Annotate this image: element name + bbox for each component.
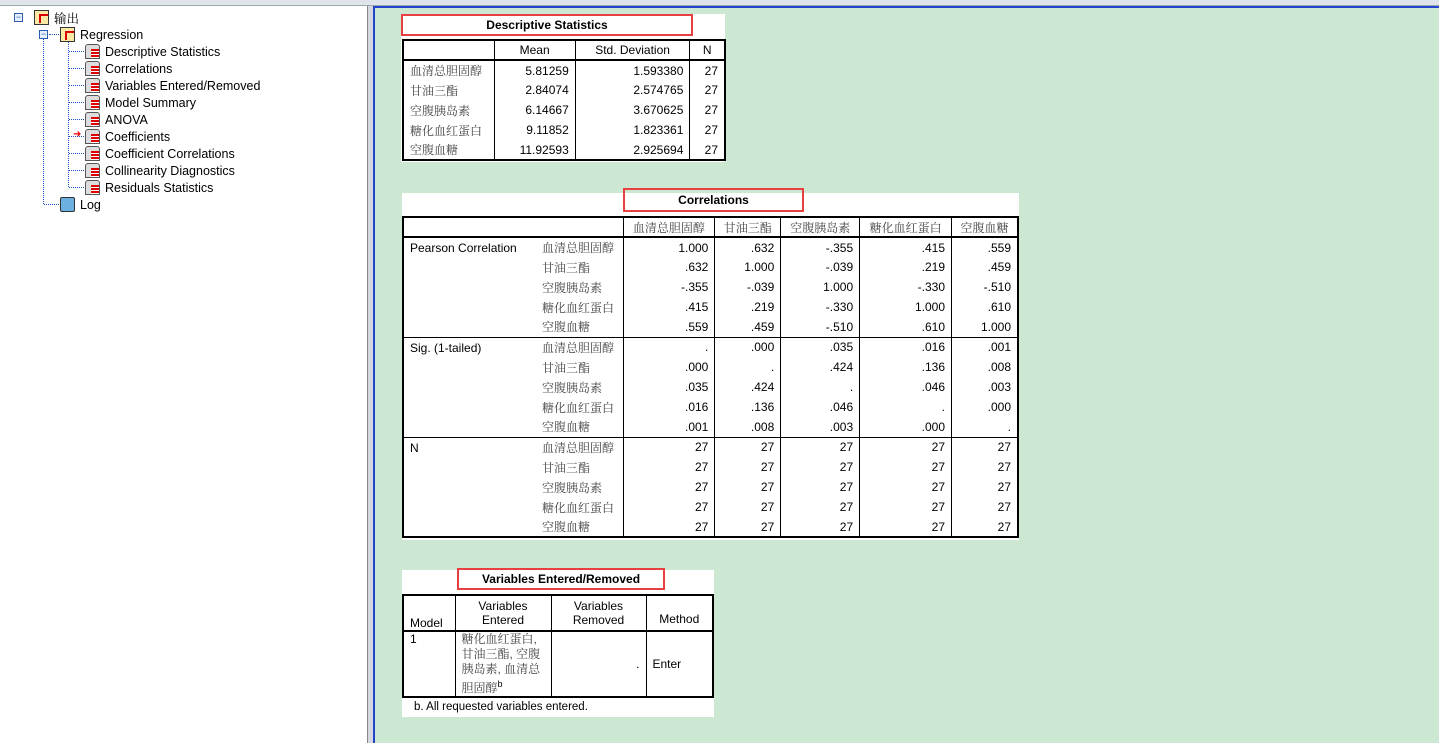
table-row — [403, 80, 725, 100]
cell: 27 — [690, 60, 725, 80]
tree-item-label: Residuals Statistics — [105, 180, 214, 195]
cell: 27 — [781, 477, 860, 497]
tree-item[interactable] — [85, 145, 235, 162]
cell: 2.925694 — [575, 140, 690, 160]
cell: .035 — [623, 377, 715, 397]
table-row — [403, 60, 725, 80]
pivot-table-icon — [85, 180, 100, 195]
cell: .046 — [781, 397, 860, 417]
tree-item-label: Model Summary — [105, 95, 196, 110]
row-label: 空腹血糖 — [542, 320, 591, 335]
row-label: 甘油三酯 — [542, 260, 591, 275]
cell: -.330 — [860, 277, 952, 297]
cell: .459 — [952, 257, 1019, 277]
pivot-table-icon — [85, 44, 100, 59]
row-label: 空腹血糖 — [542, 520, 591, 534]
cell: 糖化血红蛋白 — [410, 123, 483, 138]
cell: .000 — [952, 397, 1019, 417]
cell: . — [860, 397, 952, 417]
cell: 1.593380 — [575, 60, 690, 80]
cell: 27 — [952, 497, 1019, 517]
col-header: 血清总胆固醇 — [623, 217, 715, 237]
variables-entered-table[interactable] — [402, 594, 714, 698]
method-cell: Enter — [646, 631, 713, 697]
cell: .415 — [623, 297, 715, 317]
tree-item[interactable] — [85, 128, 170, 145]
cell: -.330 — [781, 297, 860, 317]
table-row — [403, 140, 725, 160]
tree-item[interactable] — [85, 94, 196, 111]
tree-item[interactable] — [85, 43, 220, 60]
cell: .219 — [715, 297, 781, 317]
cell: 27 — [715, 517, 781, 537]
col-header: Std. Deviation — [575, 40, 690, 60]
table-row — [403, 100, 725, 120]
cell: .003 — [952, 377, 1019, 397]
cell: 27 — [781, 457, 860, 477]
cell: 27 — [860, 497, 952, 517]
table-row — [403, 437, 1018, 457]
row-label: 甘油三酯 — [542, 360, 591, 375]
cell: 血清总胆固醇 — [410, 64, 483, 78]
group-label: Sig. (1-tailed) — [403, 337, 536, 437]
row-label: 糖化血红蛋白 — [542, 500, 615, 515]
output-icon — [34, 10, 49, 25]
cell: 空腹胰岛素 — [410, 103, 471, 118]
col-header: 糖化血红蛋白 — [860, 217, 952, 237]
cell: .008 — [952, 357, 1019, 377]
cell: 27 — [690, 80, 725, 100]
cell: .632 — [715, 237, 781, 257]
correlations-table[interactable] — [402, 216, 1019, 538]
cell: -.039 — [781, 257, 860, 277]
pivot-table-icon — [85, 146, 100, 161]
cell: .559 — [952, 237, 1019, 257]
tree-root[interactable] — [34, 9, 79, 26]
correlations-title[interactable]: Correlations — [623, 188, 804, 212]
cell: .424 — [715, 377, 781, 397]
cell: .219 — [860, 257, 952, 277]
cell: .415 — [860, 237, 952, 257]
cell: 1.000 — [952, 317, 1019, 337]
cell: -.039 — [715, 277, 781, 297]
col-header: 空腹胰岛素 — [781, 217, 860, 237]
row-label: 空腹胰岛素 — [542, 280, 603, 295]
cell: -.355 — [623, 277, 715, 297]
cell: 27 — [715, 457, 781, 477]
cell: . — [952, 417, 1019, 437]
row-label: 空腹血糖 — [542, 420, 591, 435]
cell: 27 — [781, 517, 860, 537]
cell: 27 — [952, 457, 1019, 477]
cell: 27 — [781, 497, 860, 517]
cell: .008 — [715, 417, 781, 437]
cell: 27 — [860, 517, 952, 537]
collapse-root-button[interactable]: − — [15, 12, 22, 22]
tree-regression-label: Regression — [80, 27, 144, 42]
cell: 27 — [690, 120, 725, 140]
tree-item-label: Coefficient Correlations — [105, 146, 235, 161]
cell: 9.11852 — [494, 120, 575, 140]
cell: -.510 — [952, 277, 1019, 297]
cell: .016 — [623, 397, 715, 417]
table-row — [403, 337, 1018, 357]
descriptive-statistics-table[interactable] — [402, 39, 726, 161]
cell: .632 — [623, 257, 715, 277]
cell: . — [623, 337, 715, 357]
cell: 27 — [860, 437, 952, 457]
current-arrow-icon: ➜ — [73, 129, 82, 140]
cell: .424 — [781, 357, 860, 377]
descriptive-title[interactable]: Descriptive Statistics — [401, 14, 693, 36]
col-header: Mean — [494, 40, 575, 60]
cell: 1.000 — [623, 237, 715, 257]
cell: .046 — [860, 377, 952, 397]
cell: .035 — [781, 337, 860, 357]
cell: .610 — [860, 317, 952, 337]
tree-item-label: Variables Entered/Removed — [105, 78, 261, 93]
cell: 27 — [623, 477, 715, 497]
tree-item-label: Correlations — [105, 61, 173, 76]
cell: .559 — [623, 317, 715, 337]
row-label: 空腹胰岛素 — [542, 380, 603, 395]
cell: 1.000 — [715, 257, 781, 277]
row-label: 血清总胆固醇 — [536, 437, 623, 457]
footnote: b. All requested variables entered. — [414, 701, 588, 713]
tree-item-label: Collinearity Diagnostics — [105, 163, 235, 178]
pivot-table-icon — [85, 129, 100, 144]
cell: 2.574765 — [575, 80, 690, 100]
cell: .136 — [715, 397, 781, 417]
log-icon — [60, 197, 75, 212]
group-label: N — [403, 437, 536, 537]
cell: -.510 — [781, 317, 860, 337]
outline-pane — [0, 6, 368, 743]
col-header: Variables Removed — [551, 595, 646, 631]
tree-log-label: Log — [80, 197, 101, 212]
cell: 1.000 — [781, 277, 860, 297]
tree-item[interactable] — [85, 162, 235, 179]
variables-title[interactable]: Variables Entered/Removed — [457, 568, 665, 590]
cell: 27 — [690, 100, 725, 120]
cell: 27 — [623, 437, 715, 457]
col-header: Method — [646, 595, 713, 631]
cell: 甘油三酯 — [410, 83, 459, 98]
tree-log[interactable] — [60, 196, 101, 213]
pivot-table-icon — [85, 95, 100, 110]
cell: .016 — [860, 337, 952, 357]
col-header: N — [690, 40, 725, 60]
group-label: Pearson Correlation — [410, 241, 517, 255]
cell: 11.92593 — [494, 140, 575, 160]
tree-root-label: 输出 — [54, 11, 80, 26]
tree-item[interactable] — [85, 77, 260, 94]
tree-item-label: Descriptive Statistics — [105, 44, 221, 59]
cell: 空腹血糖 — [410, 143, 459, 157]
row-label: 糖化血红蛋白 — [542, 400, 615, 415]
cell: . — [781, 377, 860, 397]
cell: 1.823361 — [575, 120, 690, 140]
cell: .610 — [952, 297, 1019, 317]
cell: .001 — [623, 417, 715, 437]
cell: 27 — [623, 457, 715, 477]
pivot-table-icon — [85, 78, 100, 93]
col-header: 空腹血糖 — [952, 217, 1019, 237]
row-label: 空腹胰岛素 — [542, 480, 603, 495]
removed-cell: . — [551, 631, 646, 697]
cell: 27 — [781, 437, 860, 457]
col-header: 甘油三酯 — [715, 217, 781, 237]
cell: 6.14667 — [494, 100, 575, 120]
cell: .003 — [781, 417, 860, 437]
tree-regression[interactable] — [60, 26, 143, 43]
cell: -.355 — [781, 237, 860, 257]
output-viewer — [373, 6, 1439, 743]
table-row — [403, 120, 725, 140]
cell: 1.000 — [860, 297, 952, 317]
tree-item[interactable] — [85, 60, 172, 77]
cell: .136 — [860, 357, 952, 377]
cell: .000 — [860, 417, 952, 437]
cell: 27 — [952, 517, 1019, 537]
col-header: Variables Entered — [455, 595, 551, 631]
cell: . — [715, 357, 781, 377]
cell: 27 — [860, 457, 952, 477]
col-header: Model — [403, 595, 455, 631]
row-label: 血清总胆固醇 — [542, 241, 615, 255]
output-icon — [60, 27, 75, 42]
entered-cell: 糖化血红蛋白, 甘油三酯, 空腹胰岛素, 血清总胆固醇$^b$ — [455, 631, 551, 697]
cell: .000 — [623, 357, 715, 377]
row-label: 糖化血红蛋白 — [542, 300, 615, 315]
cell: 27 — [952, 437, 1019, 457]
cell: 27 — [623, 517, 715, 537]
cell: 27 — [715, 477, 781, 497]
tree-item-label: ANOVA — [105, 112, 148, 127]
tree-item[interactable] — [85, 179, 213, 196]
cell: .001 — [952, 337, 1019, 357]
pivot-table-icon — [85, 112, 100, 127]
row-label: 甘油三酯 — [542, 460, 591, 475]
row-label: 血清总胆固醇 — [536, 337, 623, 357]
model-cell: 1 — [410, 632, 417, 646]
cell: 3.670625 — [575, 100, 690, 120]
pivot-table-icon — [85, 163, 100, 178]
cell: .000 — [715, 337, 781, 357]
cell: 27 — [623, 497, 715, 517]
cell: 27 — [715, 437, 781, 457]
pivot-table-icon — [85, 61, 100, 76]
collapse-regression-button[interactable]: − — [40, 29, 47, 39]
cell: 27 — [715, 497, 781, 517]
cell: 5.81259 — [494, 60, 575, 80]
cell: 27 — [690, 140, 725, 160]
cell: 27 — [952, 477, 1019, 497]
table-row — [403, 237, 1018, 257]
cell: .459 — [715, 317, 781, 337]
tree-item[interactable] — [85, 111, 148, 128]
col-header — [403, 40, 494, 60]
tree-item-label: Coefficients — [105, 129, 171, 144]
cell: 27 — [860, 477, 952, 497]
cell: 2.84074 — [494, 80, 575, 100]
